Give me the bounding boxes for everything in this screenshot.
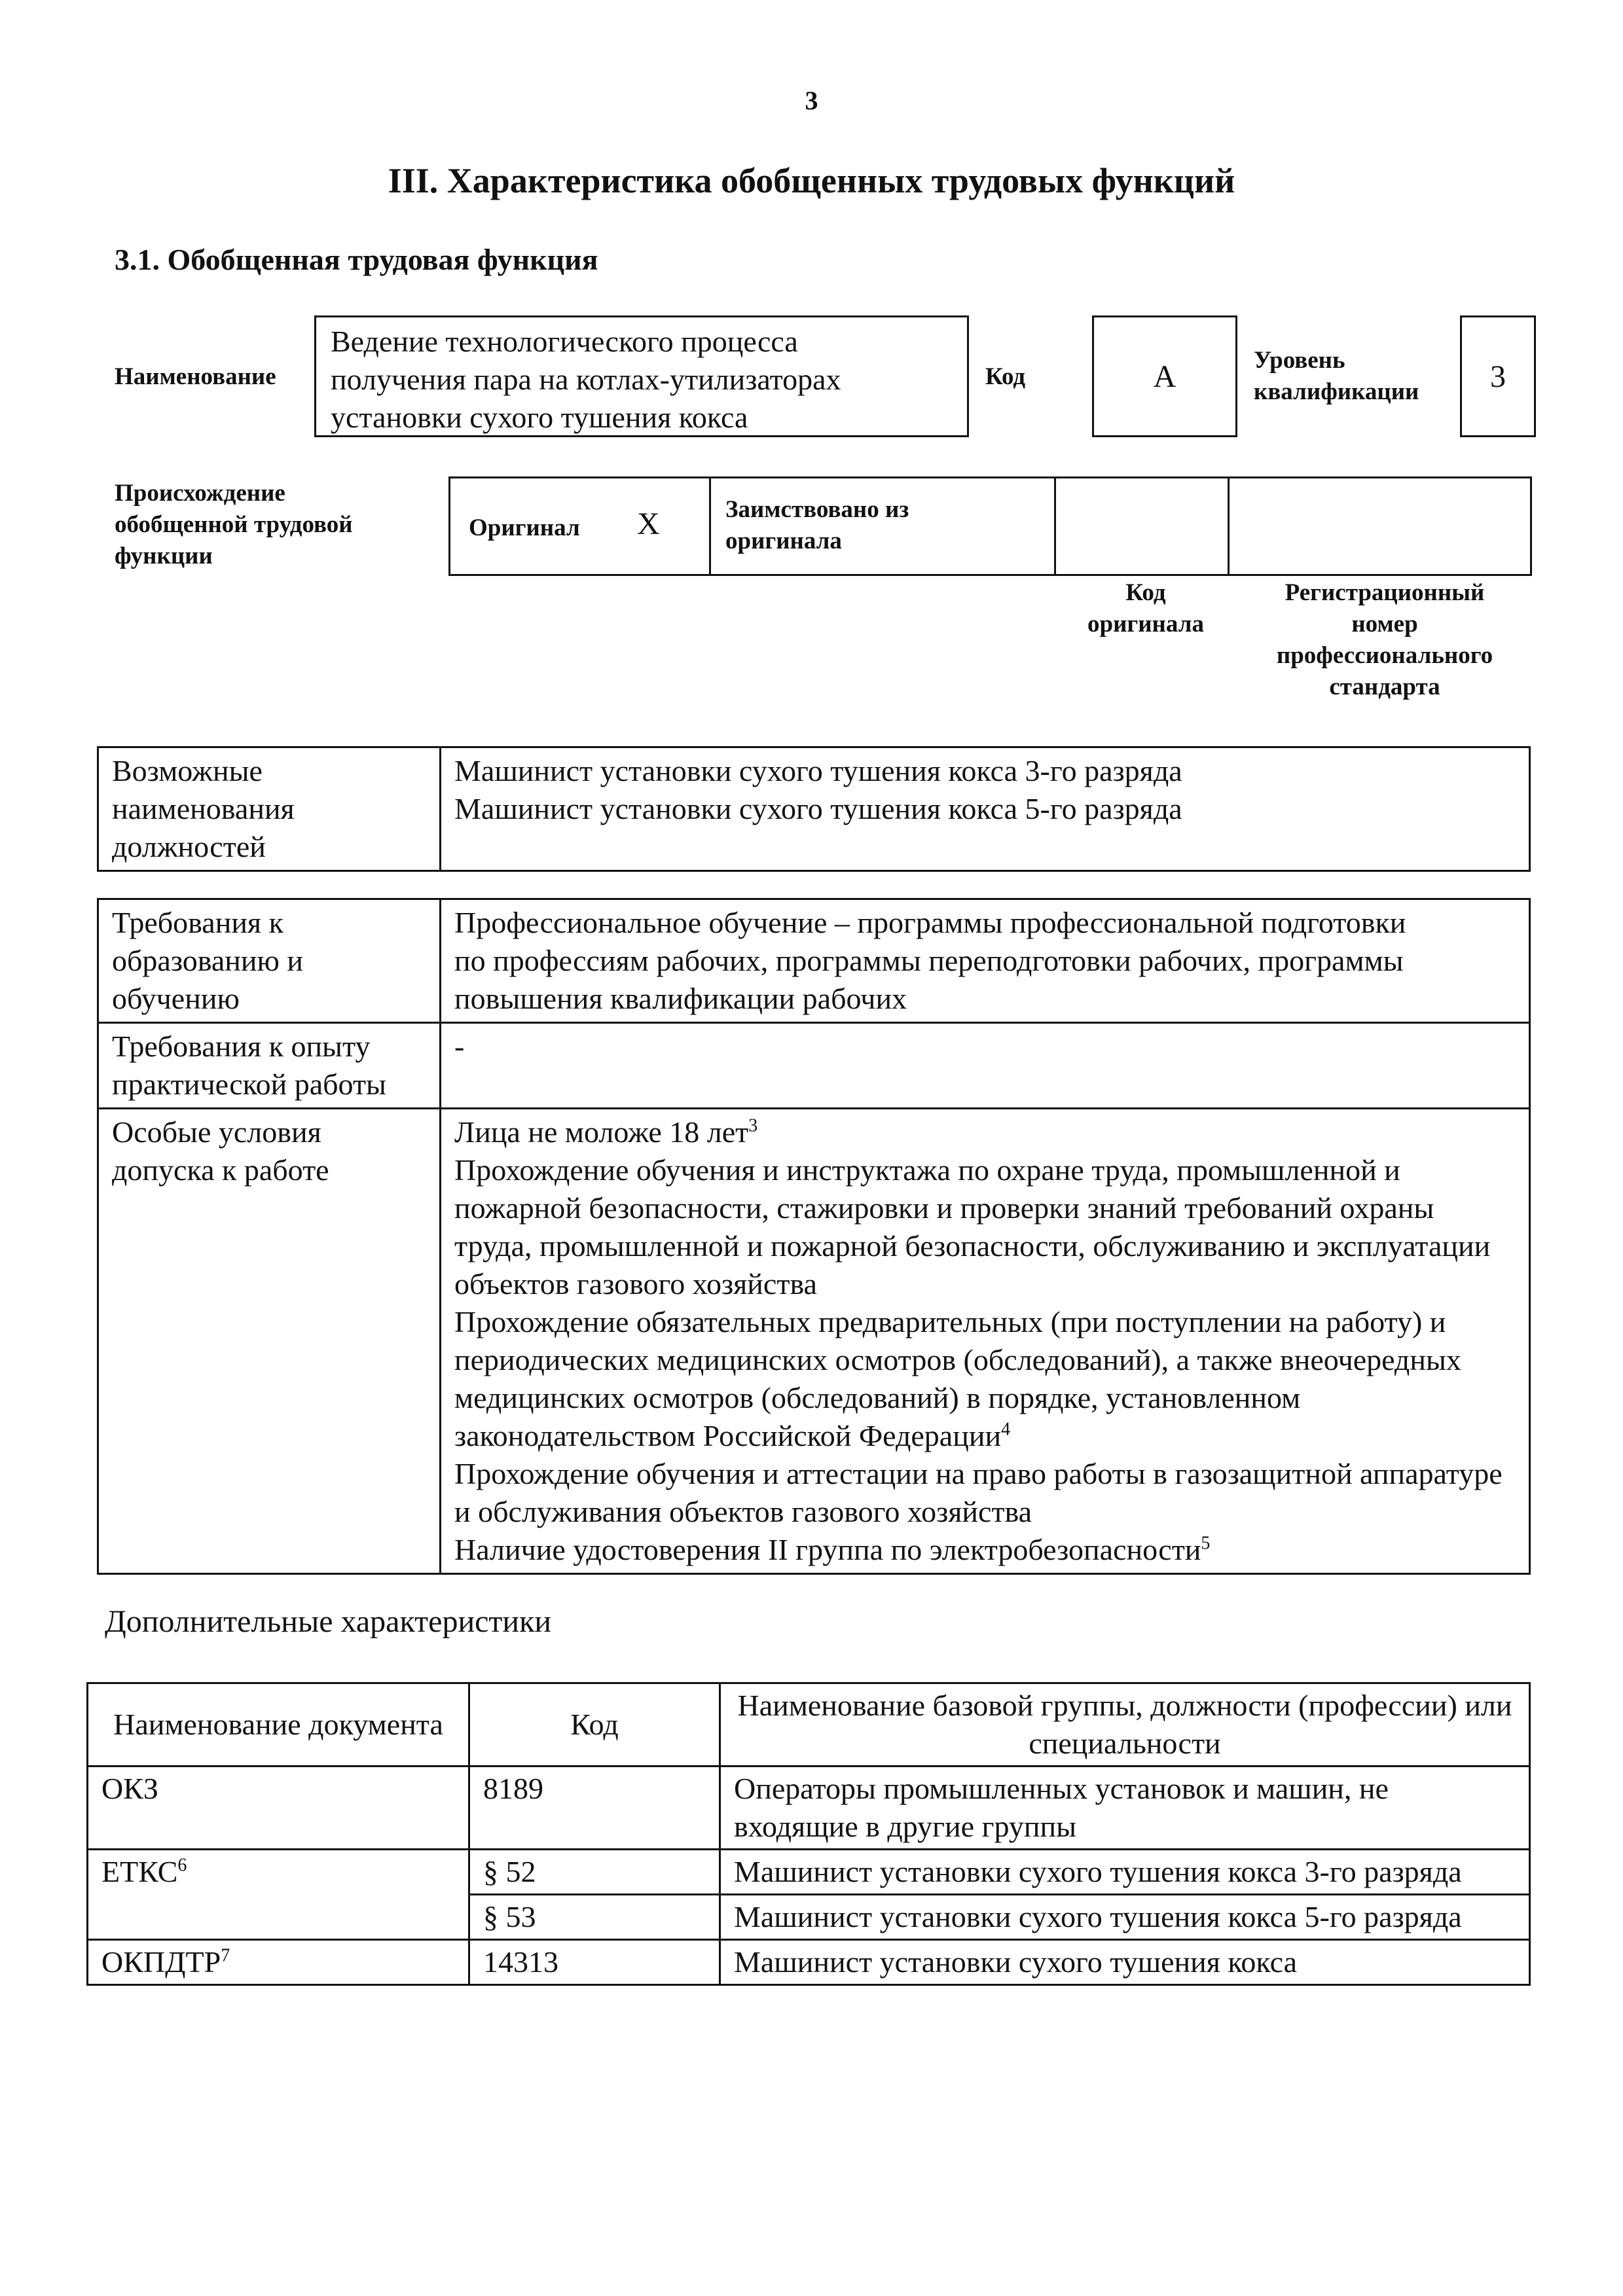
name-cell: Машинист установки сухого тушения кокса 5-го разряда bbox=[720, 1895, 1530, 1940]
positions-value-cell bbox=[441, 747, 1530, 871]
doc-cell: ЕТКС$^6$ bbox=[88, 1850, 469, 1940]
value-line: по профессиям рабочих, программы переподготовки рабочих, программы bbox=[454, 944, 1404, 977]
origin-box bbox=[448, 476, 1532, 576]
borrowed-label-line: Заимствовано из bbox=[725, 496, 909, 523]
positions-table bbox=[97, 746, 1531, 872]
page-number: 3 bbox=[805, 86, 818, 115]
code-cell: § 53 bbox=[469, 1895, 720, 1940]
name-label: Наименование bbox=[115, 363, 276, 390]
label-line: образованию и bbox=[112, 944, 303, 977]
code-label: Код bbox=[985, 363, 1026, 390]
level-label-line: квалификации bbox=[1254, 378, 1419, 405]
subsection-title: 3.1. Обобщенная трудовая функция bbox=[115, 243, 598, 276]
value-line: повышения квалификации рабочих bbox=[454, 982, 907, 1015]
label-line: должностей bbox=[112, 830, 266, 863]
origin-divider bbox=[1054, 478, 1056, 574]
origin-label-line: Происхождение bbox=[115, 480, 285, 507]
table-header-row bbox=[88, 1683, 1530, 1767]
doc-cell: ОКЗ bbox=[88, 1767, 469, 1850]
name-cell: Машинист установки сухого тушения кокса bbox=[720, 1940, 1530, 1985]
positions-label-cell bbox=[98, 747, 441, 871]
function-name-line: Ведение технологического процесса bbox=[331, 325, 798, 358]
level-value: 3 bbox=[1460, 315, 1536, 437]
label-line: Особые условия bbox=[112, 1115, 321, 1149]
label-line: Требования к опыту bbox=[112, 1030, 371, 1063]
table-row bbox=[98, 899, 1530, 1023]
label-line: наименования bbox=[112, 792, 295, 825]
label-line: практической работы bbox=[112, 1067, 386, 1101]
origin-label-line: обобщенной трудовой bbox=[115, 511, 353, 538]
education-value-cell bbox=[441, 899, 1530, 1023]
original-label: Оригинал bbox=[469, 514, 580, 541]
name-cell: Операторы промышленных установок и машин, не входящие в другие группы bbox=[720, 1767, 1530, 1850]
header-cell: Наименование базовой группы, должности (профессии) или специальности bbox=[720, 1683, 1530, 1767]
name-cell: Машинист установки сухого тушения кокса 3-го разряда bbox=[720, 1850, 1530, 1895]
condition-item: Наличие удостоверения II группа по электробезопасности$^5$ bbox=[454, 1533, 1211, 1566]
label-line: допуска к работе bbox=[112, 1153, 329, 1187]
code-cell: 14313 bbox=[469, 1940, 720, 1985]
requirements-table bbox=[97, 898, 1531, 1575]
header-cell: Код bbox=[469, 1683, 720, 1767]
condition-item: Прохождение обучения и инструктажа по охране труда, промышленной и пожарной безопасности, стажировки и проверки знаний требований охраны труда, промышленной и пожарной безопасности, обслуживанию и эксплуатации объектов газового хозяйства bbox=[454, 1153, 1491, 1300]
origin-divider bbox=[709, 478, 711, 574]
table-row bbox=[88, 1767, 1530, 1850]
education-label-cell bbox=[98, 899, 441, 1023]
position-item: Машинист установки сухого тушения кокса 5-го разряда bbox=[454, 792, 1182, 825]
original-mark: X bbox=[637, 507, 660, 541]
caption-line: номер bbox=[1351, 611, 1418, 637]
code-value: А bbox=[1092, 315, 1237, 437]
level-label bbox=[1254, 345, 1419, 408]
label-line: Требования к bbox=[112, 906, 283, 939]
borrowed-label-line: оригинала bbox=[725, 528, 842, 554]
caption-line: Код bbox=[1125, 579, 1166, 606]
conditions-label-cell bbox=[98, 1109, 441, 1574]
function-name-box bbox=[314, 315, 969, 437]
borrowed-label bbox=[725, 494, 909, 557]
additional-characteristics-title: Дополнительные характеристики bbox=[105, 1604, 552, 1639]
experience-label-cell bbox=[98, 1023, 441, 1109]
origin-divider bbox=[1228, 478, 1230, 574]
level-label-line: Уровень bbox=[1254, 347, 1345, 374]
condition-item: Лица не моложе 18 лет$^3$ bbox=[454, 1115, 758, 1149]
additional-characteristics-table bbox=[86, 1682, 1531, 1986]
value-line: Профессиональное обучение – программы профессиональной подготовки bbox=[454, 906, 1406, 939]
table-row bbox=[88, 1850, 1530, 1895]
conditions-value-cell bbox=[441, 1109, 1530, 1574]
condition-item: Прохождение обязательных предварительных (при поступлении на работу) и периодических медицинских осмотров (обследований), а также внеочередных медицинских осмотров (обследований) в порядке, установленном законодательством Российской Федерации$^4$ bbox=[454, 1305, 1461, 1452]
condition-item: Прохождение обучения и аттестации на право работы в газозащитной аппаратуре и обслуживания объектов газового хозяйства bbox=[454, 1457, 1503, 1528]
section-title: III. Характеристика обобщенных трудовых функций bbox=[388, 161, 1235, 200]
header-cell: Наименование документа bbox=[88, 1683, 469, 1767]
registration-number-caption bbox=[1234, 577, 1535, 703]
caption-line: профессионального bbox=[1276, 642, 1493, 669]
caption-line: стандарта bbox=[1329, 673, 1440, 700]
table-row bbox=[98, 747, 1530, 871]
function-name-line: получения пара на котлах-утилизаторах bbox=[331, 363, 841, 396]
caption-line: Регистрационный bbox=[1285, 579, 1485, 606]
label-line: обучению bbox=[112, 982, 240, 1015]
caption-line: оригинала bbox=[1087, 611, 1204, 637]
table-row bbox=[98, 1023, 1530, 1109]
origin-label bbox=[115, 478, 353, 572]
code-cell: 8189 bbox=[469, 1767, 720, 1850]
original-code-caption bbox=[1048, 577, 1244, 640]
table-row bbox=[98, 1109, 1530, 1574]
experience-value-cell: - bbox=[441, 1023, 1530, 1109]
function-name-line: установки сухого тушения кокса bbox=[331, 401, 748, 434]
code-cell: § 52 bbox=[469, 1850, 720, 1895]
label-line: Возможные bbox=[112, 754, 263, 787]
position-item: Машинист установки сухого тушения кокса 3-го разряда bbox=[454, 754, 1182, 787]
doc-cell: ОКПДТР$^7$ bbox=[88, 1940, 469, 1985]
origin-label-line: функции bbox=[115, 543, 213, 569]
table-row bbox=[88, 1940, 1530, 1985]
